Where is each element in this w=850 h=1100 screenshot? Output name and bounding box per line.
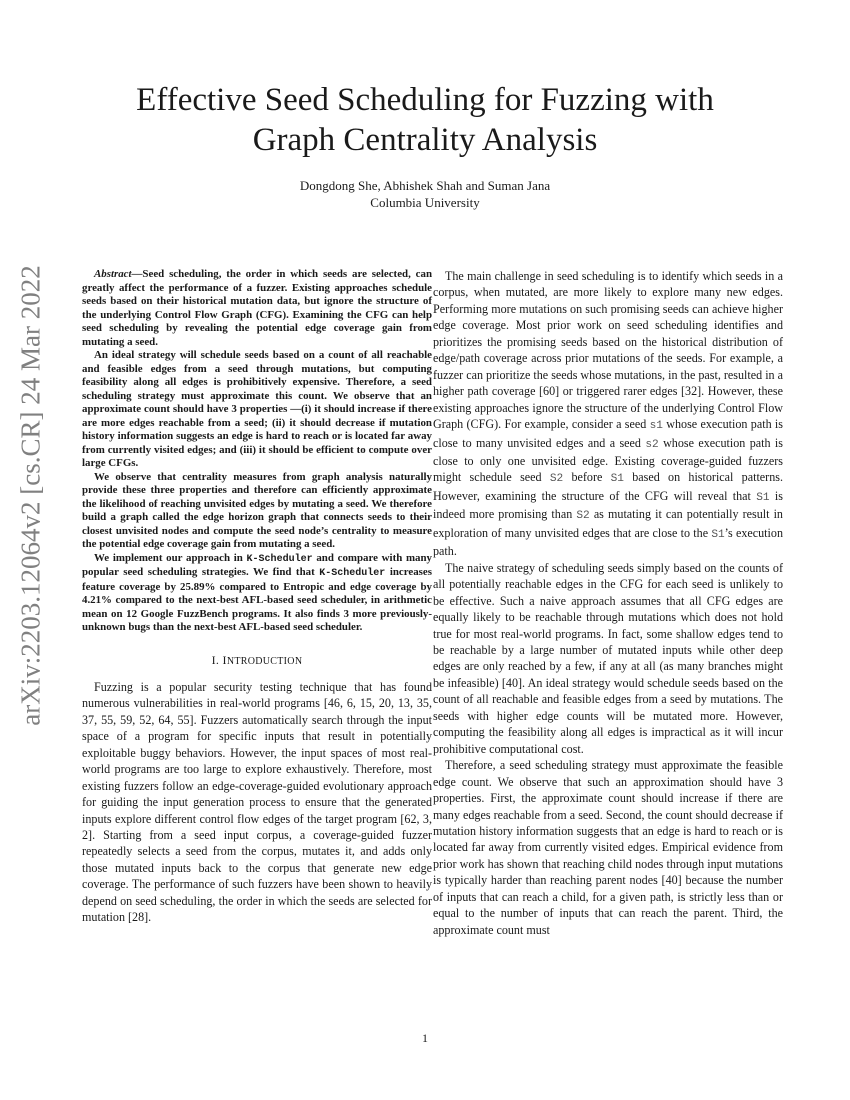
abstract-paragraph-3: We observe that centrality measures from graph analysis naturally provide these three properties and therefore can efficiently approximate the likelihood of reaching unvisited edges by mutating a seed. We therefore build a graph called the edge horizon graph that connects seeds to their closest unvisited nodes and compute the seed node’s centrality to measure the potential edge coverage gain from mutating a seed.	[82, 470, 432, 550]
paper-title	[0, 80, 850, 160]
tool-name: K-Scheduler	[246, 553, 313, 565]
tool-name: K-Scheduler	[319, 568, 386, 579]
title-line-2: Graph Centrality Analysis	[252, 122, 598, 158]
abstract	[82, 268, 432, 635]
body-paragraph-3: Therefore, a seed scheduling strategy must approximate the feasible edge count. We observe that such an approximation should have 3 properties. First, the approximate count should increase if there are many edges reachable from a seed. Second, the count should decrease if mutation history information suggests that an edge is hard to reach or is located far away from currently visited edges. Empirical evidence from prior work has shown that reaching child nodes through input mutations is typically harder than reaching parent nodes [40] because the number of inputs that can reach a child, for a given path, is strictly less than or equal to the number of inputs that can reach the parent. Third, the approximate count must	[433, 758, 783, 937]
seed-name: s2	[645, 438, 659, 451]
seed-name: S1	[610, 473, 624, 486]
body-paragraph-2: The naive strategy of scheduling seeds simply based on the counts of all potentially reachable edges in the CFG for each seed is unlikely to be effective. Such a naive approach assumes that all CFG edges are equally likely to be reachable through mutations which does not hold true for most real-world programs. In fact, some shallow edges tend to be reachable by a large number of mutated inputs while other deep edges are only reached by a few, if any at all (as many branches might be infeasible) [40]. An ideal strategy would schedule seeds based on the count of all reachable and feasible edges from a seed by mutations. The seeds with higher edge counts will be mutated more. However, computing the feasibility along all edges is impractical as it will incur prohibitive computational cost.	[433, 560, 783, 756]
left-column	[82, 268, 432, 926]
author-block	[0, 177, 850, 211]
arxiv-identifier-text: arXiv:2203.12064v2 [cs.CR] 24 Mar 2022	[15, 264, 46, 726]
seed-name: S2	[576, 510, 590, 523]
abstract-label: Abstract	[94, 268, 132, 280]
abstract-paragraph-4: We implement our approach in K-Scheduler and compare with many popular seed scheduling strategies. We find that K-Scheduler increases feature coverage by 25.89% compared to Entropic and edge coverage by 4.21% compared to the next-best AFL-based seed scheduler, in arithmetic mean on 12 Google FuzzBench programs. It also finds 3 more previously-unknown bugs than the next-best AFL-based seed scheduler.	[82, 551, 432, 633]
abstract-paragraph-1: Abstract—Seed scheduling, the order in which seeds are selected, can greatly affect the performance of a fuzzer. Existing approaches schedule seeds based on their historical mutation data, but ignore the structure of the underlying Control Flow Graph (CFG). Examining the CFG can help seed scheduling by revealing the potential edge coverage gain from mutating a seed.	[82, 268, 432, 348]
abstract-paragraph-2: An ideal strategy will schedule seeds based on a count of all reachable and feasible edges from a seed through mutations, but computing feasibility along all edges is prohibitively expensive. Therefore, a seed scheduling strategy must approximate this count. We observe that an approximate count should have 3 properties —(i) it should increase if there are more edges reachable from a seed; (ii) it should decrease if mutation history information suggests an edge is hard to reach or is located far away from currently visited edges; and (iii) it should be efficient to compute over large CFGs.	[82, 349, 432, 469]
page-number: 1	[422, 1031, 428, 1045]
seed-name: s1	[649, 420, 663, 433]
author-affiliation: Columbia University	[370, 195, 480, 210]
seed-name: S2	[549, 473, 564, 486]
arxiv-identifier-stamp	[8, 264, 54, 726]
intro-paragraph-1: Fuzzing is a popular security testing technique that has found numerous vulnerabilities in real-world programs [46, 6, 15, 20, 13, 35, 37, 55, 59, 52, 64, 55]. Fuzzers automatically search through the input space of a program for specific inputs that result in potentially exploitable buggy behaviors. However, the input spaces of most real-world programs are too large to explore exhaustively. Therefore, most existing fuzzers follow an edge-coverage-guided evolutionary approach for guiding the input generation process to ensure that the generated inputs explore different control flow edges of the target program [62, 3, 2]. Starting from a seed input corpus, a coverage-guided fuzzer repeatedly selects a seed from the corpus, mutates it, and adds only those mutated inputs back to the corpus that generate new edge coverage. The performance of such fuzzers have been shown to heavily depend on seed scheduling, the order in which the seeds are selected for mutation [28].	[82, 679, 432, 925]
right-column	[433, 268, 783, 938]
author-names: Dongdong She, Abhishek Shah and Suman Jana	[299, 178, 551, 193]
title-line-1: Effective Seed Scheduling for Fuzzing with	[136, 82, 714, 118]
body-paragraph-1: The main challenge in seed scheduling is to identify which seeds in a corpus, when mutated, are more likely to explore many new edges. Performing more mutations on such promising seeds can achieve higher edge coverage. Most prior work on seed scheduling identifies and prioritizes the promising seeds based on the historical distribution of edge/path coverage across prior mutations of the seeds. For example, a fuzzer can prioritize the seeds whose mutations, in the past, resulted in a higher path coverage [60] or triggered rarer edges [32]. However, these existing approaches ignore the structure of the underlying Control Flow Graph (CFG). For example, consider a seed s1 whose execution path is close to many unvisited edges and a seed s2 whose execution path is close to only one unvisited edge. Existing coverage-guided fuzzers might schedule seed S2 before S1 based on historical patterns. However, examining the structure of the CFG will reveal that S1 is indeed more promising than S2 as mutating it can potentially result in exploration of many unvisited edges that are close to the S1’s execution path.	[433, 269, 783, 559]
seed-name: S1	[756, 491, 770, 504]
section-heading-introduction: I. INTRODUCTION	[211, 652, 303, 667]
seed-name: S1	[711, 528, 725, 541]
